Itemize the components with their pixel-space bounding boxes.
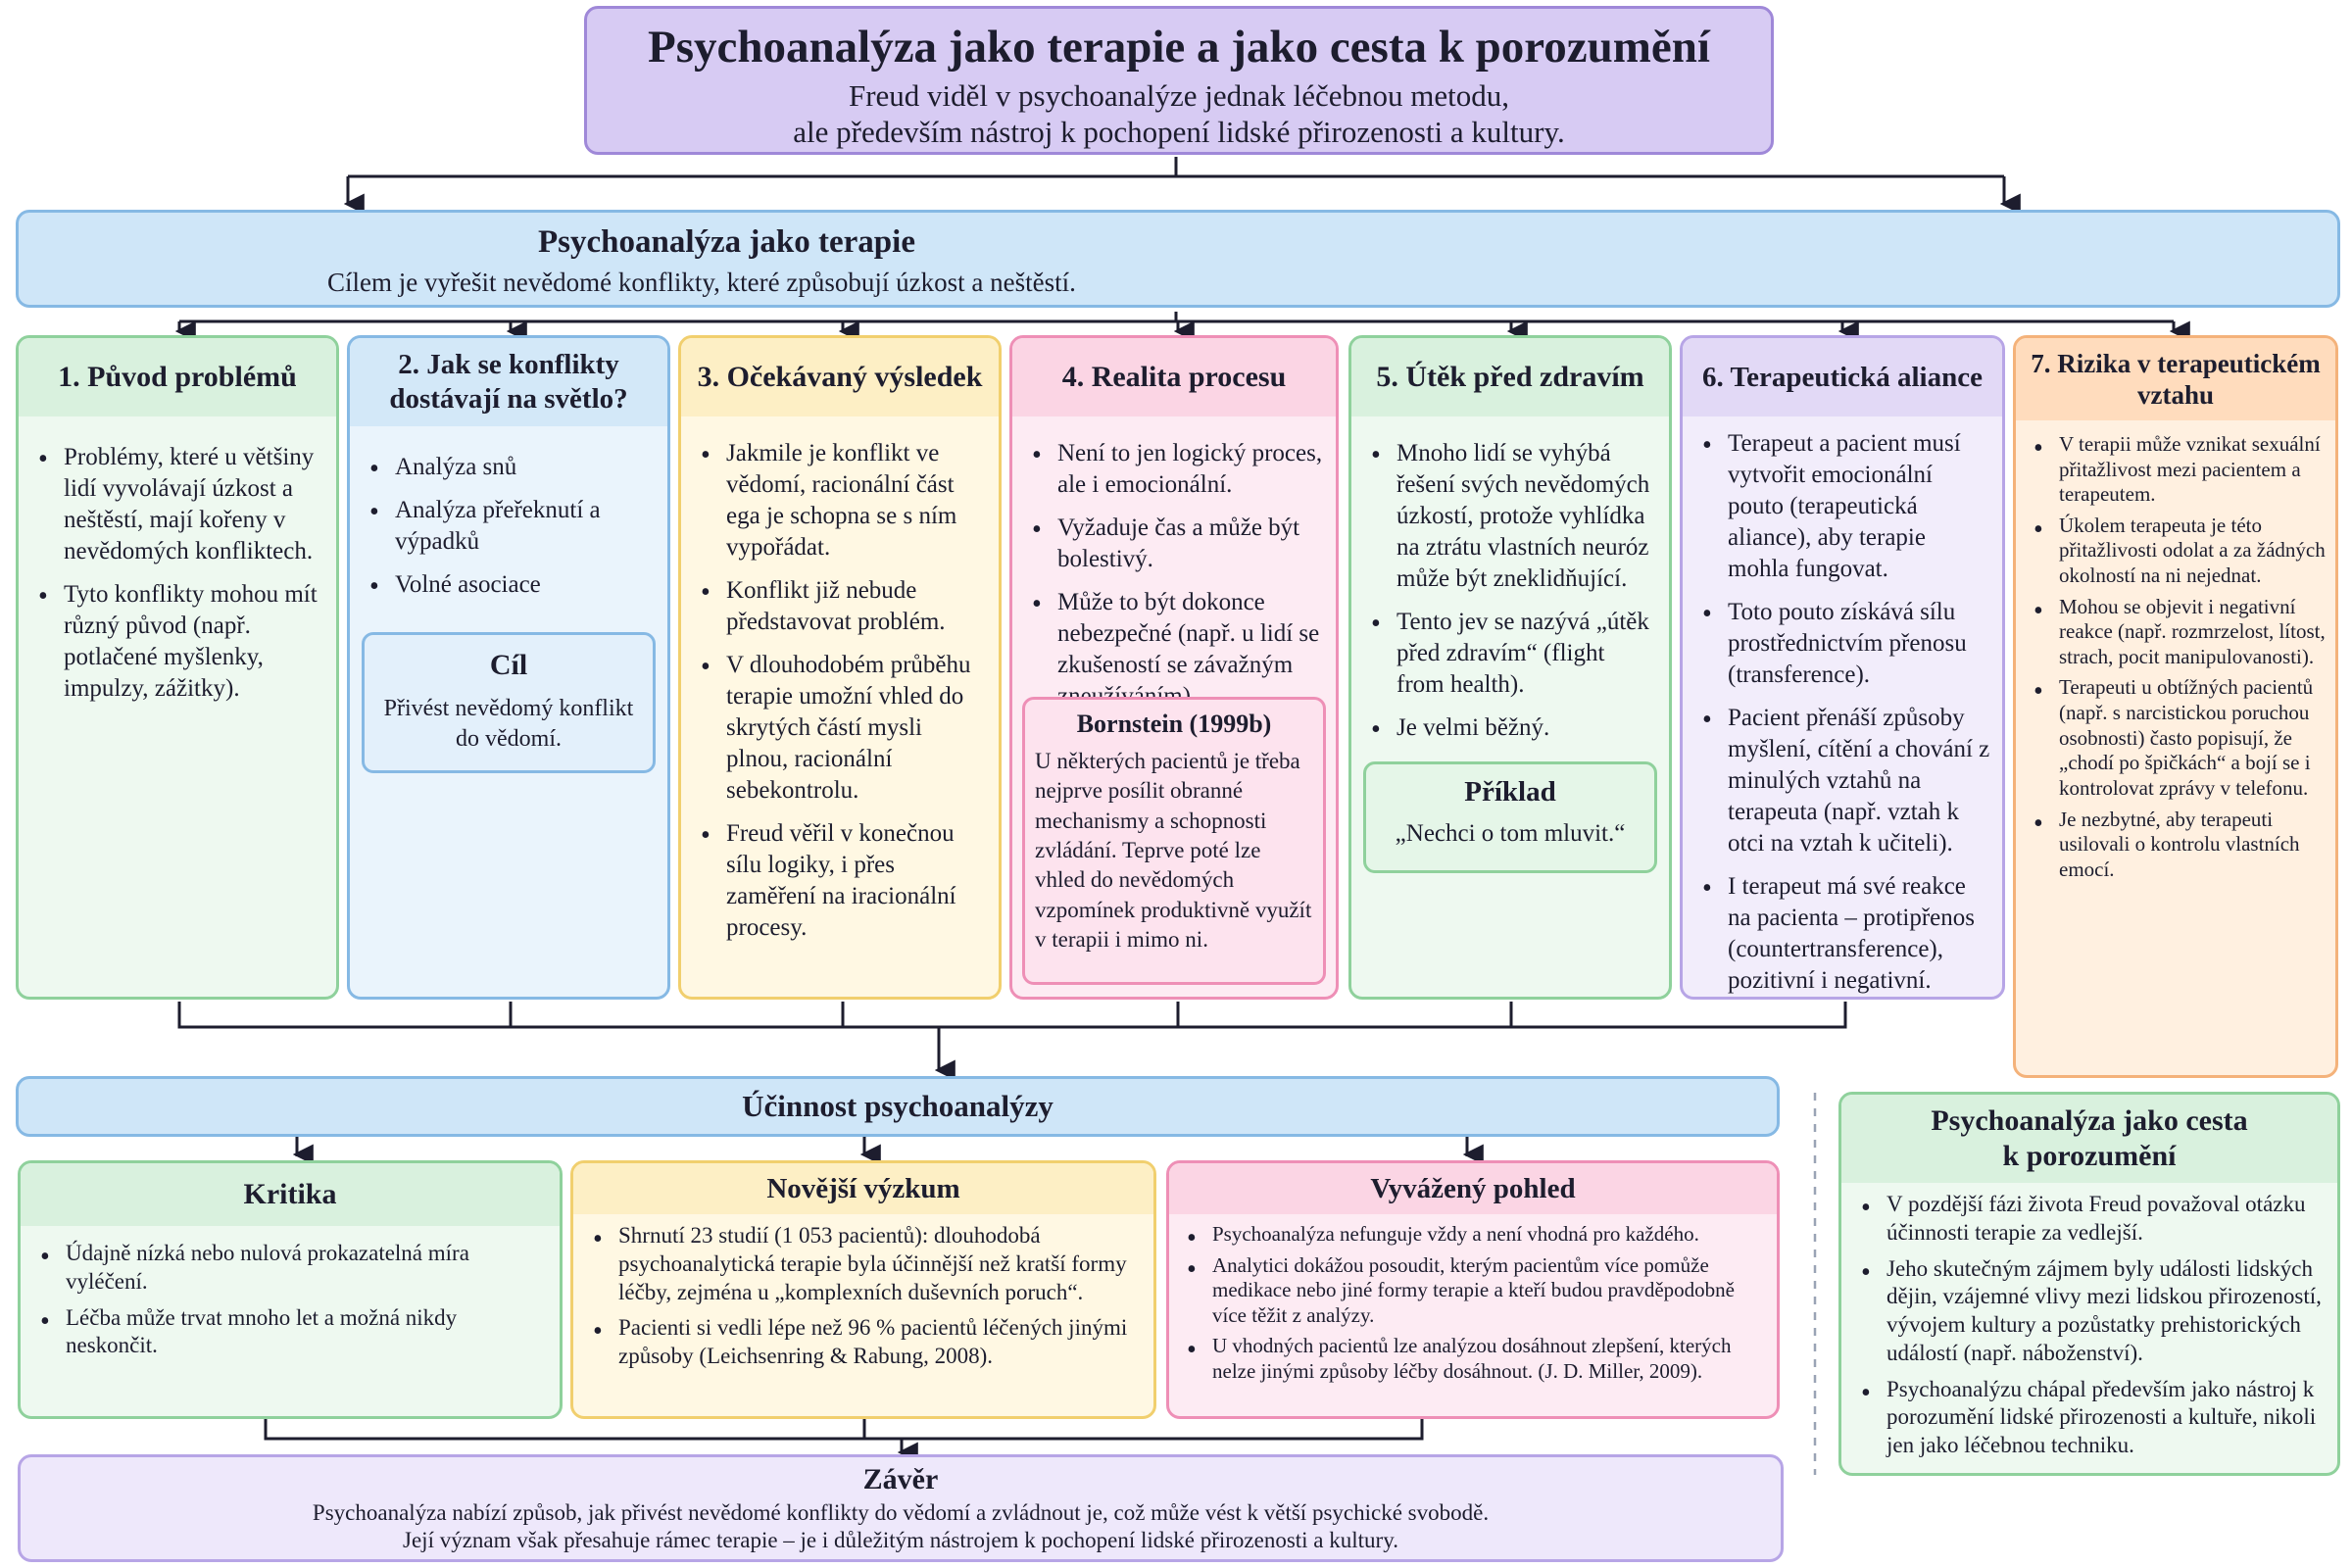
bornstein-text: U některých pacientů je třeba nejprve posílit obranné mechanismy a schopnosti zvládání. Teprve poté lze vhled do nevědomých vzpomínek produktivně využít v terapii i mimo ni.: [1035, 749, 1312, 953]
list-item: • V dlouhodobém průběhu terapie umožní vhled do skrytých částí mysli plnou, racionální sebekontrolu.: [699, 650, 987, 807]
list-item: • Tento jev se nazývá „útěk před zdravím“ (flight from health).: [1369, 607, 1657, 701]
column-title: 6. Terapeutická aliance: [1683, 338, 2002, 416]
list-item: • Jeho skutečným zájmem byly události lidských dějin, vzájemné vlivy mezi lidskou přirozeností, vývojem kultury a pozůstatky prehistorických událostí (např. náboženství).: [1859, 1255, 2328, 1368]
list-item: • Psychoanalýza nefunguje vždy a není vhodná pro každého.: [1185, 1222, 1769, 1248]
list-item: • Konflikt již nebude představovat problém.: [699, 575, 987, 638]
understanding-box: [1838, 1092, 2340, 1476]
list-item: • V pozdější fázi života Freud považoval otázku účinnosti terapie za vedlejší.: [1859, 1191, 2328, 1248]
understanding-title-line-1: Psychoanalýza jako cesta: [1931, 1104, 2248, 1137]
column-risks-in-relationship: [2013, 335, 2338, 1078]
list-item: • Problémy, které u většiny lidí vyvolávají úzkost a neštěstí, mají kořeny v nevědomých konfliktech.: [36, 442, 322, 567]
list-item: • Mnoho lidí se vyhýbá řešení svých nevědomých úzkostí, protože vyhlídka na ztrátu vlastních neuróz může být zneklidňující.: [1369, 438, 1657, 595]
main-title: Psychoanalýza jako terapie a jako cesta k porozumění: [648, 22, 1710, 73]
list-item: • Volné asociace: [368, 569, 654, 601]
column-title: 4. Realita procesu: [1012, 338, 1336, 416]
title-line-1: Freud viděl v psychoanalýze jednak léčebnou metodu,: [848, 78, 1510, 114]
bornstein-inset: [1022, 697, 1326, 985]
conclusion-box: [18, 1454, 1784, 1562]
column-title: 1. Původ problémů: [19, 338, 336, 416]
list-item: • V terapii může vznikat sexuální přitažlivost mezi pacientem a terapeutem.: [2032, 432, 2328, 508]
list-item: • Může to být dokonce nebezpečné (např. u lidí se zkušeností se závažným: [1030, 587, 1324, 712]
understanding-title-line-2: k porozumění: [2002, 1140, 2177, 1172]
column-expected-result: [678, 335, 1002, 1000]
column-title: 3. Očekávaný výsledek: [681, 338, 999, 416]
list-item: • Analýza přeřeknutí a výpadků: [368, 495, 654, 558]
column-title: 5. Útěk před zdravím: [1351, 338, 1669, 416]
title-line-2: ale především nástroj k pochopení lidské přirozenosti a kultury.: [793, 115, 1565, 150]
column-how-conflicts-surface: [347, 335, 670, 1000]
understanding-title: [1841, 1095, 2337, 1183]
list-item: • Terapeuti u obtížných pacientů (např. s narcistickou poruchou osobnosti) často popisují, že „chodí po špičkách“ a bojí se i kontrolovat zprávy v telefonu.: [2032, 675, 2328, 801]
example-inset: [1363, 761, 1657, 873]
title-box: [584, 6, 1774, 155]
list-item: • Je nezbytné, aby terapeuti usilovali o kontrolu vlastních emocí.: [2032, 808, 2328, 883]
list-item: • Vyžaduje čas a může být bolestivý.: [1030, 513, 1324, 575]
balanced-view-title: Vyvážený pohled: [1169, 1163, 1777, 1214]
column-flight-from-health: [1348, 335, 1672, 1000]
list-item: • I terapeut má své reakce na pacienta – protipřenos (countertransference), pozitivní i negativní.: [1700, 871, 1990, 997]
list-item: • Léčba může trvat mnoho let a možná nikdy neskončit.: [38, 1304, 550, 1361]
list-item: • Shrnutí 23 studií (1 053 pacientů): dlouhodobá psychoanalytická terapie byla účinnější než kratší formy léčby, zejména u „komplexních duševních poruch“.: [591, 1222, 1144, 1306]
list-item: • Pacienti si vedli lépe než 96 % pacientů léčených jinými způsoby (Leichsenring & Rabung, 2008).: [591, 1314, 1144, 1371]
column-process-reality: [1009, 335, 1339, 1000]
list-item: • Psychoanalýzu chápal především jako nástroj k porozumění lidské přirozenosti a kultuře, nikoli jen jako léčebnou techniku.: [1859, 1376, 2328, 1460]
list-item: • Není to jen logický proces, ale i emocionální.: [1030, 438, 1324, 501]
conclusion-line-2: Její význam však přesahuje rámec terapie – je i důležitým nástrojem k pochopení lidské přirozenosti a kultury.: [403, 1528, 1398, 1552]
effectiveness-heading: Účinnost psychoanalýzy: [742, 1089, 1054, 1123]
list-item: • Mohou se objevit i negativní reakce (např. rozmrzelost, lítost, strach, pocit manipulovanosti).: [2032, 595, 2328, 670]
goal-inset: [362, 632, 656, 773]
therapy-subtitle: Cílem je vyřešit nevědomé konflikty, které způsobují úzkost a neštěstí.: [327, 268, 1076, 297]
goal-title: Cíl: [489, 649, 528, 681]
conclusion-heading: Závěr: [862, 1463, 939, 1495]
balanced-view-box: [1166, 1160, 1780, 1419]
column-title: 2. Jak se konflikty dostávají na světlo?: [350, 338, 667, 426]
column-therapeutic-alliance: [1680, 335, 2005, 1000]
list-item: • Pacient přenáší způsoby myšlení, cítění a chování z minulých vztahů na terapeuta (např. vztah k otci na vztah k učiteli).: [1700, 703, 1990, 859]
newer-research-title: Novější výzkum: [573, 1163, 1153, 1214]
column-title: 7. Rizika v terapeutickém vztahu: [2016, 338, 2335, 420]
example-title: Příklad: [1464, 776, 1556, 808]
list-item: • U vhodných pacientů lze analýzou dosáhnout zlepšení, kterých nelze jinými způsoby léčby dosáhnout. (J. D. Miller, 2009).: [1185, 1334, 1769, 1384]
column-origin-of-problems: [16, 335, 339, 1000]
list-item: • Úkolem terapeuta je této přitažlivosti odolat a za žádných okolností na ni nejednat.: [2032, 514, 2328, 589]
list-item: • Tyto konflikty mohou mít různý původ (např. potlačené myšlenky, impulzy, zážitky).: [36, 579, 322, 705]
list-item: • Údajně nízká nebo nulová prokazatelná míra vyléčení.: [38, 1240, 550, 1297]
conclusion-line-1: Psychoanalýza nabízí způsob, jak přivést nevědomé konflikty do vědomí a zvládnout je, což může vést k větší psychické svobodě.: [312, 1500, 1490, 1525]
list-item: • Toto pouto získává sílu prostřednictvím přenosu (transference).: [1700, 597, 1990, 691]
criticism-box: [18, 1160, 563, 1419]
therapy-banner: [16, 210, 2340, 308]
bornstein-title: Bornstein (1999b): [1076, 710, 1272, 738]
list-item: • Terapeut a pacient musí vytvořit emocionální pouto (terapeutická aliance), aby terapie mohla fungovat.: [1700, 428, 1990, 585]
criticism-title: Kritika: [21, 1163, 560, 1226]
goal-text: Přivést nevědomý konflikt do vědomí.: [383, 696, 634, 753]
effectiveness-banner: [16, 1076, 1780, 1137]
therapy-heading: Psychoanalýza jako terapie: [538, 224, 915, 260]
example-text: „Nechci o tom mluvit.“: [1395, 820, 1626, 847]
list-item: • Jakmile je konflikt ve vědomí, racionální část ega je schopna se s ním vypořádat.: [699, 438, 987, 564]
list-item: • Analýza snů: [368, 452, 654, 483]
list-item: • Analytici dokážou posoudit, kterým pacientům více pomůže medikace nebo jiné formy terapie a kteří budou pravděpodobně více těžit z analýzy.: [1185, 1253, 1769, 1329]
list-item: • Je velmi běžný.: [1369, 712, 1657, 744]
list-item: • Freud věřil v konečnou sílu logiky, i přes zaměření na iracionální procesy.: [699, 818, 987, 944]
newer-research-box: [570, 1160, 1156, 1419]
